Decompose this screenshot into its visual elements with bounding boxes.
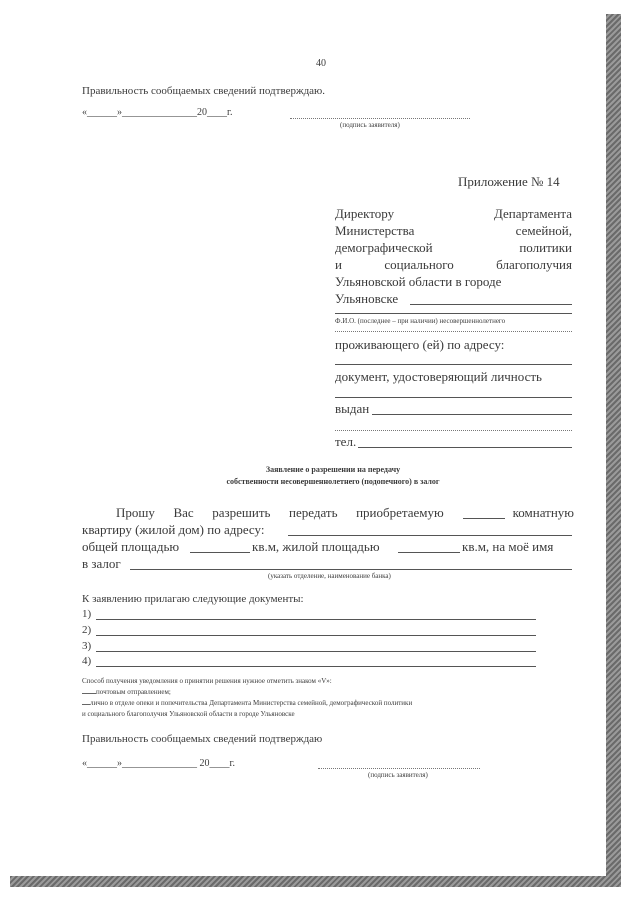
body-line-3c: кв.м, на моё имя [462, 539, 554, 554]
address-line-3: демографической политики [335, 240, 572, 255]
top-confirm-text: Правильность сообщаемых сведений подтверждаю. [82, 85, 326, 97]
property-address-field[interactable] [288, 535, 572, 536]
fio-caption: Ф.И.О. (последнее – при наличии) несовершеннолетнего [335, 317, 506, 325]
top-signature-line [290, 118, 470, 119]
living-area-field[interactable] [398, 552, 460, 553]
bottom-signature-caption: (подпись заявителя) [368, 771, 428, 779]
addressee-name-field[interactable] [410, 304, 572, 305]
document-field[interactable] [335, 397, 572, 398]
attachment-3-field[interactable] [96, 651, 536, 652]
issued-label: выдан [335, 401, 370, 416]
address-line-6: Ульяновске [335, 291, 399, 306]
attachment-1-field[interactable] [96, 619, 536, 620]
issued-field-2[interactable] [335, 430, 572, 431]
body-line-3b: кв.м, жилой площадью [252, 539, 380, 554]
bottom-signature-line [318, 768, 480, 769]
appendix-label: Приложение № 14 [458, 174, 560, 189]
page-edge-shadow-right [606, 14, 621, 884]
fio-field[interactable] [335, 313, 572, 314]
attachment-3-label: 3) [82, 640, 92, 652]
attachments-heading: К заявлению прилагаю следующие документы: [82, 593, 304, 605]
notice-line-2: почтовым отправлением; [82, 688, 171, 696]
body-line-4: в залог [82, 556, 121, 571]
notice-line-1: Способ получения уведомления о принятии решения нужное отметить знаком «V»: [82, 677, 332, 685]
attachment-4-field[interactable] [96, 666, 536, 667]
phone-label: тел. [335, 434, 357, 449]
attachment-4-label: 4) [82, 655, 92, 667]
bank-caption: (указать отделение, наименование банка) [268, 572, 391, 580]
page-number: 40 [316, 58, 326, 69]
attachment-2-label: 2) [82, 624, 92, 636]
residing-label: проживающего (ей) по адресу: [335, 337, 505, 352]
total-area-field[interactable] [190, 552, 250, 553]
rooms-count-field[interactable] [463, 518, 505, 519]
fio-field-2[interactable] [335, 331, 572, 332]
notice-option-mail-checkbox[interactable] [82, 693, 96, 694]
address-line-2: Министерства семейной, [335, 223, 572, 238]
title-line-1: Заявление о разрешении на передачу [265, 465, 401, 474]
top-signature-caption: (подпись заявителя) [340, 121, 400, 129]
notice-option-personal-checkbox[interactable] [82, 704, 90, 705]
top-date-line: «______»_______________20____г. [82, 107, 233, 118]
title-line-2: собственности несовершеннолетнего (подопечного) в залог [226, 477, 440, 486]
bottom-date-line: «______»_______________ 20____г. [82, 758, 235, 769]
attachment-2-field[interactable] [96, 635, 536, 636]
bank-field[interactable] [130, 569, 572, 570]
body-line-2: квартиру (жилой дом) по адресу: [82, 522, 265, 537]
bottom-confirm-text: Правильность сообщаемых сведений подтверждаю [82, 733, 323, 745]
notice-line-3: лично в отделе опеки и попечительства Департамента Министерства семейной, демографической политики [82, 699, 412, 707]
body-line-1: Прошу Вас разрешить передать приобретаемую комнатную [116, 505, 574, 520]
residing-field[interactable] [335, 364, 572, 365]
issued-field[interactable] [372, 414, 572, 415]
phone-field[interactable] [358, 447, 572, 448]
address-line-5: Ульяновской области в городе [335, 274, 502, 289]
address-line-4: и социального благополучия [335, 257, 572, 272]
notice-line-4: и социального благополучия Ульяновской области в городе Ульяновске [82, 710, 295, 718]
document-label: документ, удостоверяющий личность [335, 369, 542, 384]
address-line-1: Директору Департамента [335, 206, 572, 221]
body-line-3a: общей площадью [82, 539, 180, 554]
attachment-1-label: 1) [82, 608, 92, 620]
page-edge-shadow-bottom [10, 876, 621, 887]
